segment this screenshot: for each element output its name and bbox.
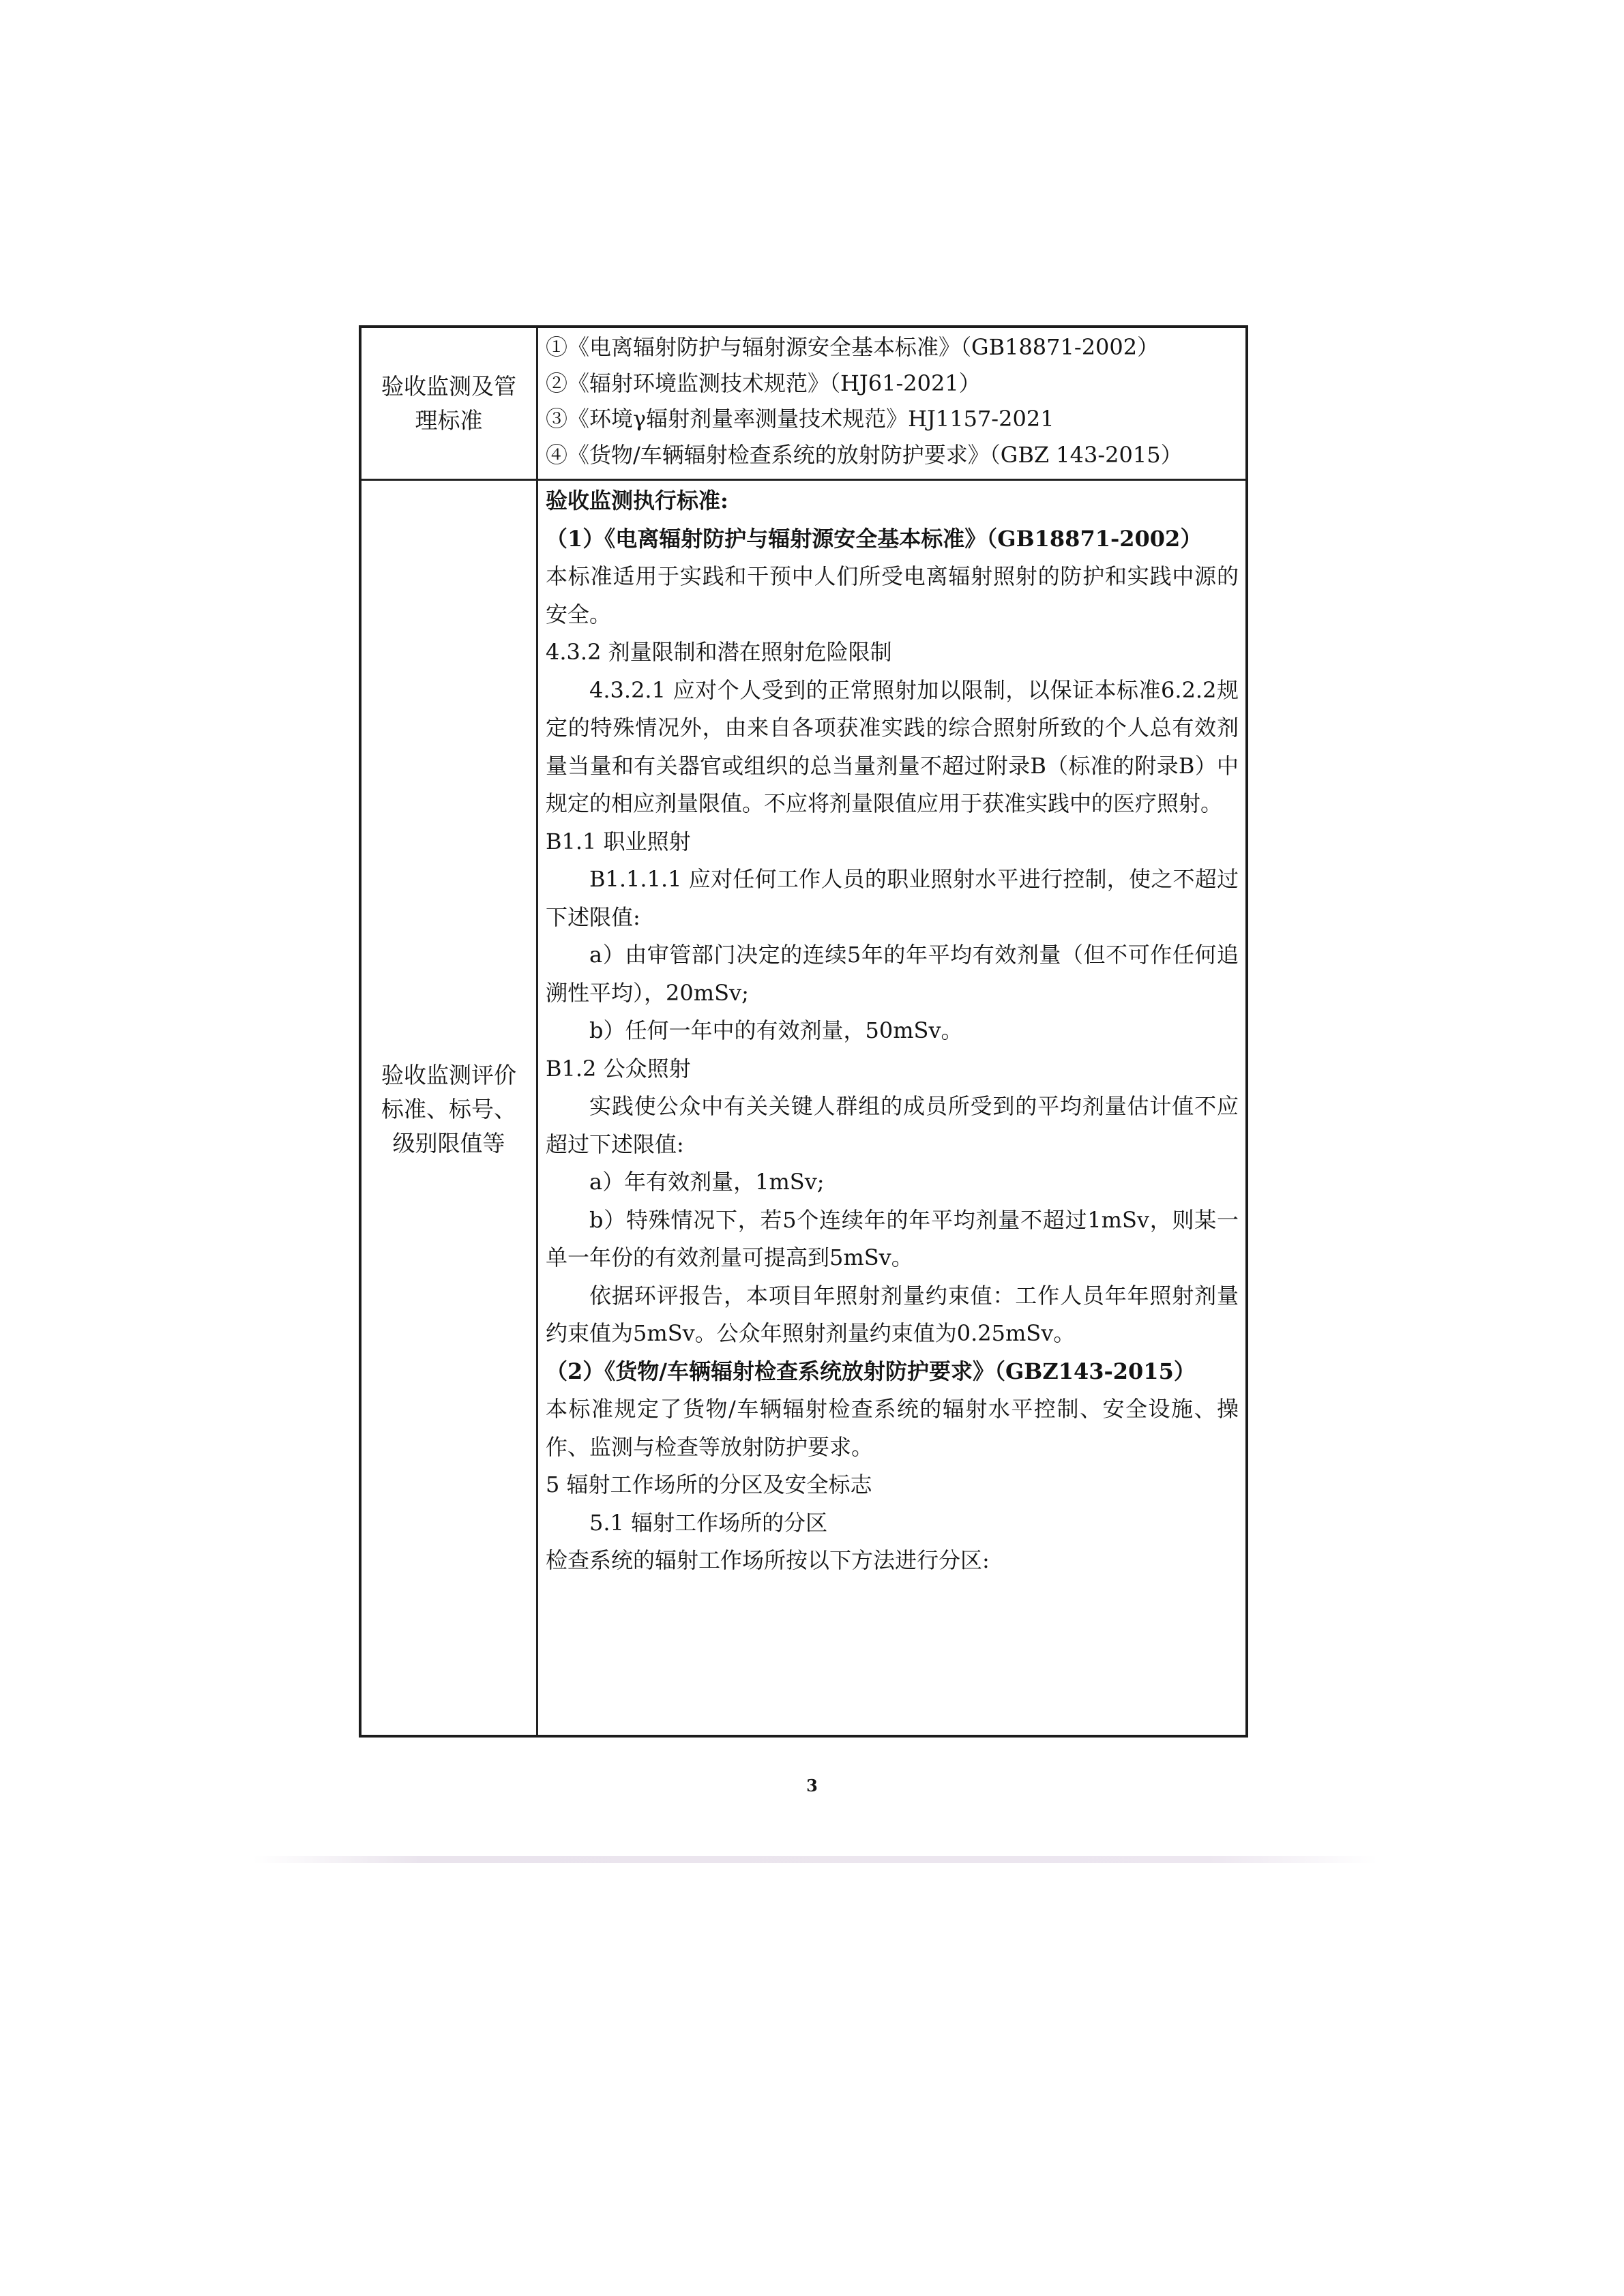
dose-constraint: 依据环评报告，本项目年照射剂量约束值：工作人员年年照射剂量约束值为5mSv。公众年照射剂量约束值为0.25mSv。 (546, 1282, 1239, 1346)
column-divider (536, 328, 538, 1735)
page-number: 3 (806, 1776, 818, 1795)
clause-b1-1-b: b）任何一年中的有效剂量，50mSv。 (589, 1017, 963, 1043)
section-5: 5 辐射工作场所的分区及安全标志 (546, 1472, 872, 1497)
clause-b1-2-a: a）年有效剂量，1mSv; (589, 1169, 825, 1195)
section-5-1: 5.1 辐射工作场所的分区 (589, 1509, 828, 1536)
standard-item-2: ②《辐射环境监测技术规范》（HJ61-2021） (546, 370, 981, 396)
row2-content (546, 482, 1239, 1580)
standard-1-scope: 本标准适用于实践和干预中人们所受电离辐射照射的防护和实践中源的安全。 (546, 563, 1239, 627)
standard-2-scope: 本标准规定了货物/车辆辐射检查系统的辐射水平控制、安全设施、操作、监测与检查等放射防护要求。 (546, 1396, 1239, 1460)
clause-4-3-2-1: 4.3.2.1 应对个人受到的正常照射加以限制，以保证本标准6.2.2规定的特殊情况外，由来自各项获准实践的综合照射所致的个人总有效剂量当量和有关器官或组织的总当量剂量不超过附录B（标准的附录B）中规定的相应剂量限值。不应将剂量限值应用于获准实践中的医疗照射。 (546, 676, 1239, 816)
clause-b1-1-a: a）由审管部门决定的连续5年的年平均有效剂量（但不可作任何追溯性平均），20mSv; (546, 942, 1239, 1006)
row1-label: 验收监测及管理标准 (381, 372, 516, 434)
standard-2-title: （2）《货物/车辆辐射检查系统放射防护要求》（GBZ143-2015） (546, 1358, 1196, 1384)
row1-content (546, 329, 1239, 473)
standard-item-1: ①《电离辐射防护与辐射源安全基本标准》（GB18871-2002） (546, 334, 1160, 360)
standard-item-3: ③《环境γ辐射剂量率测量技术规范》HJ1157-2021 (546, 406, 1054, 432)
clause-b1-2: B1.2 公众照射 (546, 1055, 691, 1082)
clause-b1-2-b: b）特殊情况下，若5个连续年的年平均剂量不超过1mSv，则某一单一年份的有效剂量可提高到5mSv。 (546, 1206, 1239, 1270)
scan-edge-shadow (252, 1856, 1378, 1863)
clause-4-3-2: 4.3.2 剂量限制和潜在照射危险限制 (546, 639, 892, 665)
clause-b1-1: B1.1 职业照射 (546, 828, 691, 854)
section-5-1-text: 检查系统的辐射工作场所按以下方法进行分区: (546, 1547, 990, 1573)
row2-label: 验收监测评价标准、标号、级别限值等 (381, 1061, 516, 1157)
clause-b1-1-1-1: B1.1.1.1 应对任何工作人员的职业照射水平进行控制，使之不超过下述限值: (546, 866, 1239, 930)
clause-b1-2-intro: 实践使公众中有关关键人群组的成员所受到的平均剂量估计值不应超过下述限值: (546, 1093, 1239, 1157)
standard-item-4: ④《货物/车辆辐射检查系统的放射防护要求》（GBZ 143-2015） (546, 441, 1183, 468)
section-heading: 验收监测执行标准: (546, 488, 728, 513)
standards-table (359, 325, 1248, 1738)
standard-1-title: （1）《电离辐射防护与辐射源安全基本标准》（GB18871-2002） (546, 525, 1202, 552)
